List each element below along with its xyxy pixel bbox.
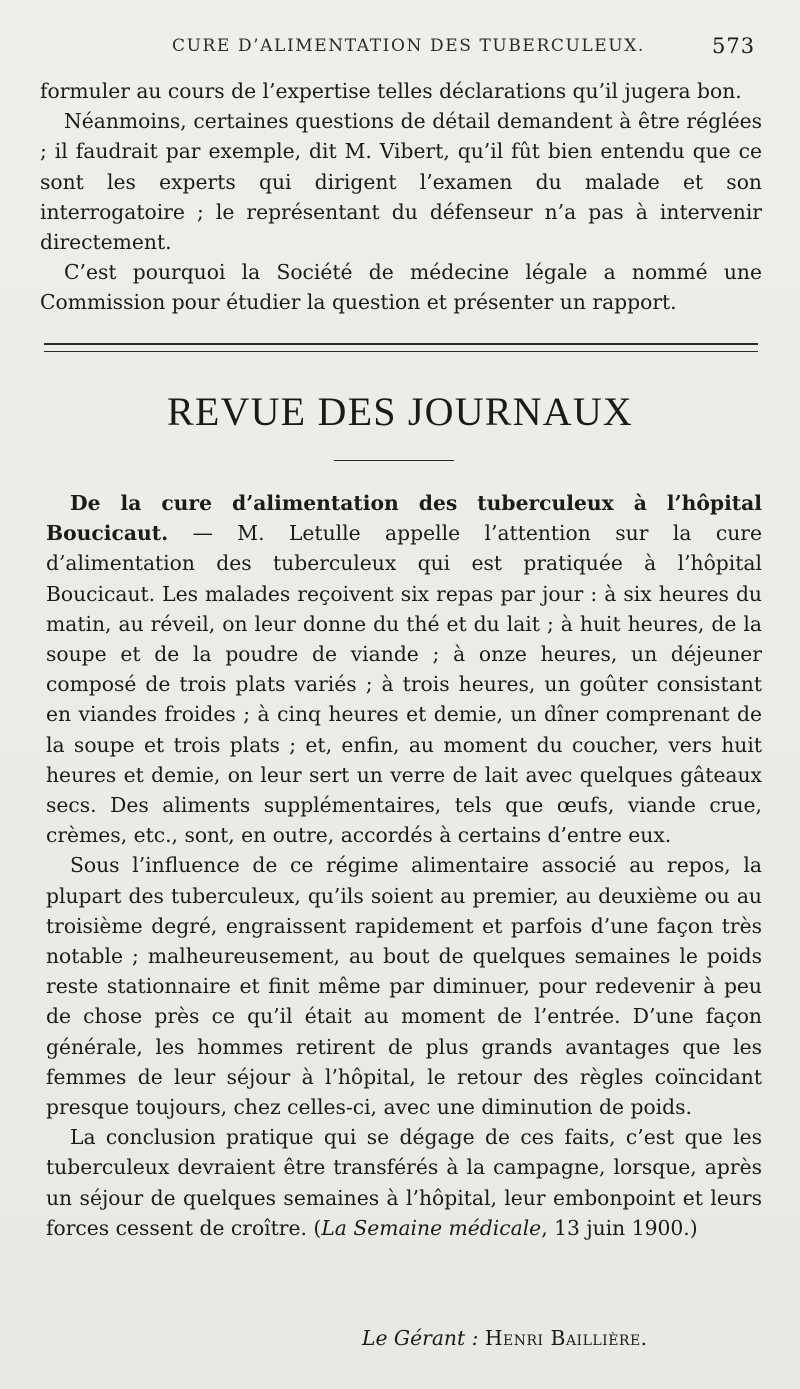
intro-text-block bbox=[40, 76, 762, 318]
signature-line bbox=[362, 1326, 648, 1350]
page-number: 573 bbox=[712, 34, 756, 58]
short-rule-divider bbox=[334, 460, 454, 461]
article-conclusion-text: La conclusion pratique qui se dégage de ces faits, c’est que les tuberculeux devraient être transférés à la campagne, lorsque, après un séjour de quelques semaines à l’hôpital, leur embonpoint et leurs forces cessent de croître. ( bbox=[46, 1125, 762, 1240]
journal-name: La Semaine médicale bbox=[321, 1215, 542, 1240]
intro-paragraph: Néanmoins, certaines questions de détail demandent à être réglées ; il faudrait par exemple, dit M. Vibert, qu’il fût bien entendu que ce sont les experts qui dirigent l’examen du malade et son interrogatoire ; le représentant du défenseur n’a pas à intervenir directement. bbox=[40, 109, 762, 255]
double-rule-divider bbox=[44, 343, 758, 352]
article-paragraph bbox=[46, 488, 762, 850]
signature-role: Le Gérant : bbox=[362, 1326, 479, 1350]
article-paragraph bbox=[46, 1122, 762, 1243]
citation-date: , 13 juin 1900.) bbox=[541, 1215, 698, 1240]
signature-name: Henri Baillière. bbox=[484, 1326, 648, 1350]
article-paragraph: Sous l’influence de ce régime alimentaire associé au repos, la plupart des tuberculeux, qu’ils soient au premier, au deuxième ou au troisième degré, engraissent rapidement et parfois d’une façon très notable ; malheureusement, au bout de quelques semaines le poids reste stationnaire et finit même par diminuer, pour redevenir à peu de chose près ce qu’il était au moment de l’entrée. D’une façon générale, les hommes retirent de plus grands avantages que les femmes de leur séjour à l’hôpital, le retour des règles coïncidant presque toujours, chez celles-ci, avec une diminution de poids. bbox=[46, 853, 762, 1120]
article-lead-text: — M. Letulle appelle l’attention sur la cure d’alimentation des tuberculeux qui est pratiquée à l’hôpital Boucicaut. Les malades reçoivent six repas par jour : à six heures du matin, au réveil, on leur donne du thé et du lait ; à huit heures, de la soupe et de la poudre de viande ; à onze heures, un déjeuner composé de trois plats variés ; à trois heures, un goûter consistant en viandes froides ; à cinq heures et demie, un dîner comprenant de la soupe et trois plats ; et, enfin, au moment du coucher, vers huit heures et demie, on leur sert un verre de lait avec quelques gâteaux secs. Des aliments supplémentaires, tels que œufs, viande crue, crèmes, etc., sont, en outre, accordés à certains d’entre eux. bbox=[46, 521, 762, 848]
intro-paragraph: C’est pourquoi la Société de médecine légale a nommé une Commission pour étudier la question et présenter un rapport. bbox=[40, 260, 762, 315]
section-title: REVUE DES JOURNAUX bbox=[166, 389, 634, 434]
running-title: CURE D’ALIMENTATION DES TUBERCULEUX. bbox=[172, 36, 645, 56]
intro-paragraph-continuation: formuler au cours de l’expertise telles déclarations qu’il jugera bon. bbox=[40, 79, 742, 103]
article-block bbox=[46, 488, 762, 1243]
article-heading: De la cure d’alimentation des tuberculeux à l’hôpital Boucicaut. bbox=[46, 491, 762, 546]
